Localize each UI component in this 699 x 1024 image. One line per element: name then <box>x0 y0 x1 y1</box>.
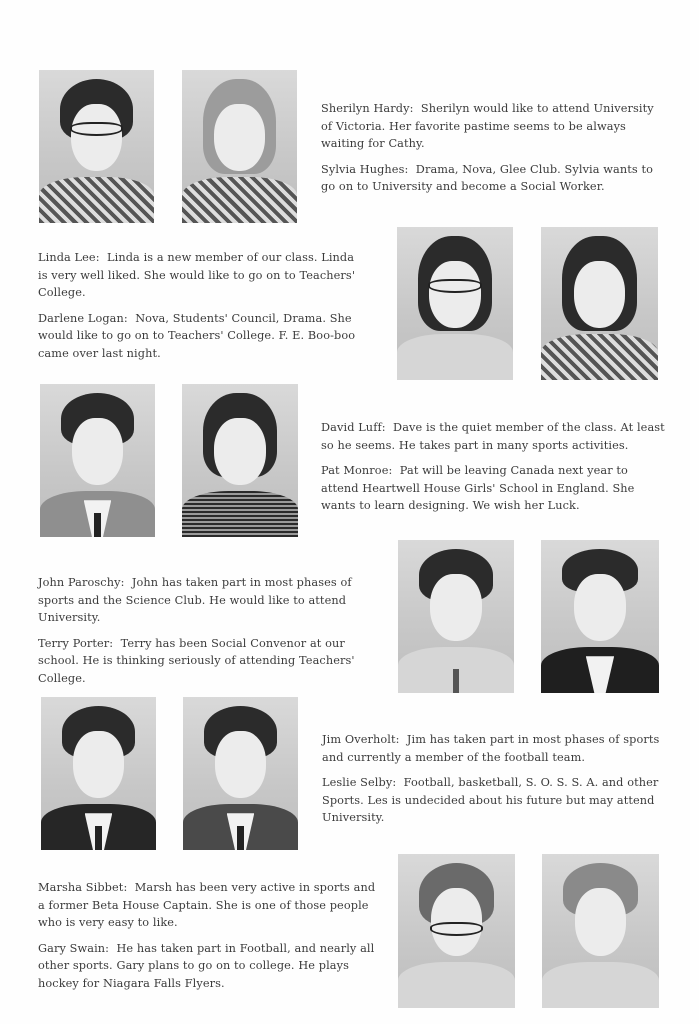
portrait-photo-pat-monroe <box>182 384 298 537</box>
student-name: Terry Porter: <box>38 636 114 650</box>
student-entry <box>38 879 378 932</box>
student-name: David Luff: <box>321 421 386 434</box>
face-shape <box>215 731 266 798</box>
student-bio: Pat will be leaving Canada next year to attend Heartwell House Girls' School in England. She wants to learn designing. We wish her Luck. <box>321 464 635 512</box>
face-shape <box>71 104 122 171</box>
caption-block-row-2 <box>38 249 363 362</box>
face-shape <box>429 261 480 328</box>
student-name: Pat Monroe: <box>321 464 393 477</box>
clothing-shape <box>541 334 658 380</box>
portrait-photo-sherilyn-hardy <box>39 70 154 223</box>
portrait-photo-marsha-sibbet <box>398 854 515 1008</box>
student-entry <box>321 462 666 515</box>
portrait-photo-gary-swain <box>542 854 659 1008</box>
student-entry <box>322 774 662 827</box>
student-name: Sylvia Hughes: <box>321 162 409 176</box>
glasses-shape <box>428 279 481 293</box>
student-entry <box>321 419 666 454</box>
caption-block-row-1 <box>321 100 661 196</box>
face-shape <box>574 574 626 641</box>
caption-block-row-3 <box>321 419 666 515</box>
face-shape <box>430 574 481 641</box>
clothing-shape <box>397 334 513 380</box>
student-name: Darlene Logan: <box>38 311 128 325</box>
tie-shape <box>453 669 460 693</box>
student-entry <box>38 940 378 993</box>
student-bio: He has taken part in Football, and nearly all other sports. Gary plans to go on to college. He plays hockey for Niagara Falls Flyers. <box>38 941 375 990</box>
face-shape <box>214 104 265 171</box>
student-bio: Football, basketball, S. O. S. S. A. and other Sports. Les is undecided about his future but may attend University. <box>322 776 659 824</box>
student-entry <box>38 574 378 627</box>
student-name: Sherilyn Hardy: <box>321 102 414 115</box>
tie-shape <box>94 513 101 537</box>
face-shape <box>73 731 124 798</box>
student-bio: Nova, Students' Council, Drama. She would like to go on to Teachers' College. F. E. Boo-boo came over last night. <box>38 311 356 360</box>
student-bio: John has taken part in most phases of sports and the Science Club. He would like to attend University. <box>38 576 352 624</box>
clothing-shape <box>182 491 298 537</box>
tie-shape <box>95 826 102 850</box>
student-bio: Jim has taken part in most phases of sports and currently a member of the football team. <box>322 733 660 764</box>
student-entry <box>321 100 661 153</box>
glasses-shape <box>70 122 123 136</box>
portrait-photo-john-paroschy <box>398 540 514 693</box>
face-shape <box>574 261 625 328</box>
student-bio: Marsh has been very active in sports and a former Beta House Captain. She is one of those people who is very easy to like. <box>38 881 376 929</box>
student-name: Marsha Sibbet: <box>38 881 128 894</box>
student-name: Linda Lee: <box>38 251 100 264</box>
portrait-photo-leslie-selby <box>183 697 298 850</box>
student-bio: Linda is a new member of our class. Linda is very well liked. She would like to go on to Teachers' College. <box>38 251 356 299</box>
glasses-shape <box>430 922 484 936</box>
student-entry <box>322 731 662 766</box>
student-name: Jim Overholt: <box>322 733 400 746</box>
portrait-photo-linda-lee <box>397 227 513 380</box>
student-entry <box>321 161 661 196</box>
portrait-photo-david-luff <box>40 384 155 537</box>
student-bio: Sherilyn would like to attend University of Victoria. Her favorite pastime seems to be always waiting for Cathy. <box>321 102 654 150</box>
portrait-photo-jim-overholt <box>41 697 156 850</box>
clothing-shape <box>182 177 297 223</box>
portrait-photo-sylvia-hughes <box>182 70 297 223</box>
caption-block-row-6 <box>38 879 378 992</box>
caption-block-row-4 <box>38 574 378 687</box>
student-name: Gary Swain: <box>38 941 110 955</box>
student-bio: Dave is the quiet member of the class. At least so he seems. He takes part in many sports activities. <box>321 421 665 452</box>
portrait-photo-darlene-logan <box>541 227 658 380</box>
clothing-shape <box>542 962 659 1008</box>
student-name: John Paroschy: <box>38 576 125 589</box>
face-shape <box>72 418 123 485</box>
student-entry <box>38 635 378 688</box>
face-shape <box>575 888 626 956</box>
student-name: Leslie Selby: <box>322 776 397 789</box>
student-entry <box>38 249 363 302</box>
portrait-photo-terry-porter <box>541 540 659 693</box>
clothing-shape <box>398 962 515 1008</box>
caption-block-row-5 <box>322 731 662 827</box>
face-shape <box>214 418 265 485</box>
student-bio: Terry has been Social Convenor at our school. He is thinking seriously of attending Teachers' College. <box>38 636 355 685</box>
tie-shape <box>237 826 244 850</box>
student-bio: Drama, Nova, Glee Club. Sylvia wants to go on to University and become a Social Worker. <box>321 162 654 193</box>
student-entry <box>38 310 363 363</box>
clothing-shape <box>39 177 154 223</box>
